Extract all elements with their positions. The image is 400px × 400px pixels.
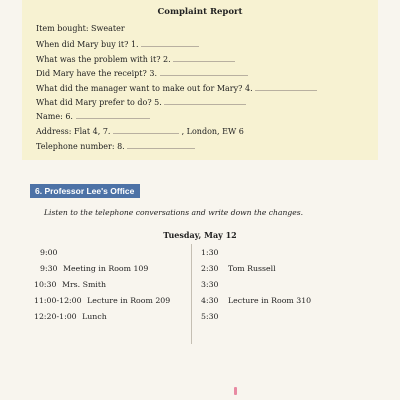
schedule-date: Tuesday, May 12 <box>163 230 237 240</box>
report-line-text: When did Mary buy it? 1. <box>36 40 139 49</box>
slot-event: Mrs. Smith <box>61 280 107 289</box>
report-line-item <box>36 24 125 33</box>
schedule-slot-right-2 <box>201 280 219 289</box>
answer-blank-4[interactable] <box>255 83 317 91</box>
answer-blank-2[interactable] <box>173 54 235 62</box>
report-line-q3 <box>36 68 248 78</box>
schedule-slot-right-0 <box>201 248 219 257</box>
slot-time: 3:30 <box>201 280 219 289</box>
report-line-text: Telephone number: 8. <box>36 142 125 151</box>
slot-event: Lecture in Room 209 <box>87 296 171 305</box>
report-line-name <box>36 111 150 121</box>
slot-event: Lecture in Room 310 <box>228 296 312 305</box>
report-line-after: , London, EW 6 <box>181 127 244 136</box>
slot-time: 11:00-12:00 <box>34 296 82 305</box>
report-line-text: Did Mary have the receipt? 3. <box>36 69 157 78</box>
report-line-address <box>36 126 244 136</box>
report-line-text: Address: Flat 4, 7. <box>36 127 111 136</box>
report-line-text: What was the problem with it? 2. <box>36 55 171 64</box>
column-divider <box>191 244 192 344</box>
schedule-slot-left-0 <box>40 248 58 257</box>
slot-time: 10:30 <box>34 280 57 289</box>
schedule-slot-right-4 <box>201 312 219 321</box>
slot-event: Tom Russell <box>228 264 276 273</box>
answer-blank-6[interactable] <box>76 111 150 119</box>
report-line-text: What did the manager want to make out for Mary? 4. <box>36 84 253 93</box>
schedule-slot-left-3 <box>34 296 170 305</box>
slot-time: 9:00 <box>40 248 58 257</box>
pink-mark <box>234 387 237 395</box>
answer-blank-7[interactable] <box>113 126 179 134</box>
slot-time: 5:30 <box>201 312 219 321</box>
slot-event: Lunch <box>82 312 107 321</box>
report-line-telephone <box>36 141 195 151</box>
report-title: Complaint Report <box>157 7 243 17</box>
report-line-text: What did Mary prefer to do? 5. <box>36 98 162 107</box>
report-line-q5 <box>36 97 246 107</box>
slot-time: 12:20-1:00 <box>34 312 77 321</box>
answer-blank-8[interactable] <box>127 141 195 149</box>
report-line-q1 <box>36 39 199 49</box>
slot-time: 9:30 <box>40 264 58 273</box>
answer-blank-5[interactable] <box>164 97 246 105</box>
schedule-slot-right-3 <box>201 296 311 305</box>
instruction-text: Listen to the telephone conversations and write down the changes. <box>44 208 304 217</box>
schedule-slot-left-2 <box>34 280 106 289</box>
report-line-q4 <box>36 83 317 93</box>
answer-blank-3[interactable] <box>160 68 248 76</box>
answer-blank-1[interactable] <box>141 39 199 47</box>
report-line-q2 <box>36 54 235 64</box>
report-line-text: Name: 6. <box>36 112 73 121</box>
slot-time: 1:30 <box>201 248 219 257</box>
report-line-text: Item bought: Sweater <box>36 24 125 33</box>
schedule-slot-left-4 <box>34 312 107 321</box>
section-heading: 6. Professor Lee's Office <box>30 184 140 198</box>
slot-time: 2:30 <box>201 264 219 273</box>
slot-time: 4:30 <box>201 296 219 305</box>
schedule-slot-left-1 <box>40 264 148 273</box>
slot-event: Meeting in Room 109 <box>63 264 149 273</box>
schedule-slot-right-1 <box>201 264 276 273</box>
